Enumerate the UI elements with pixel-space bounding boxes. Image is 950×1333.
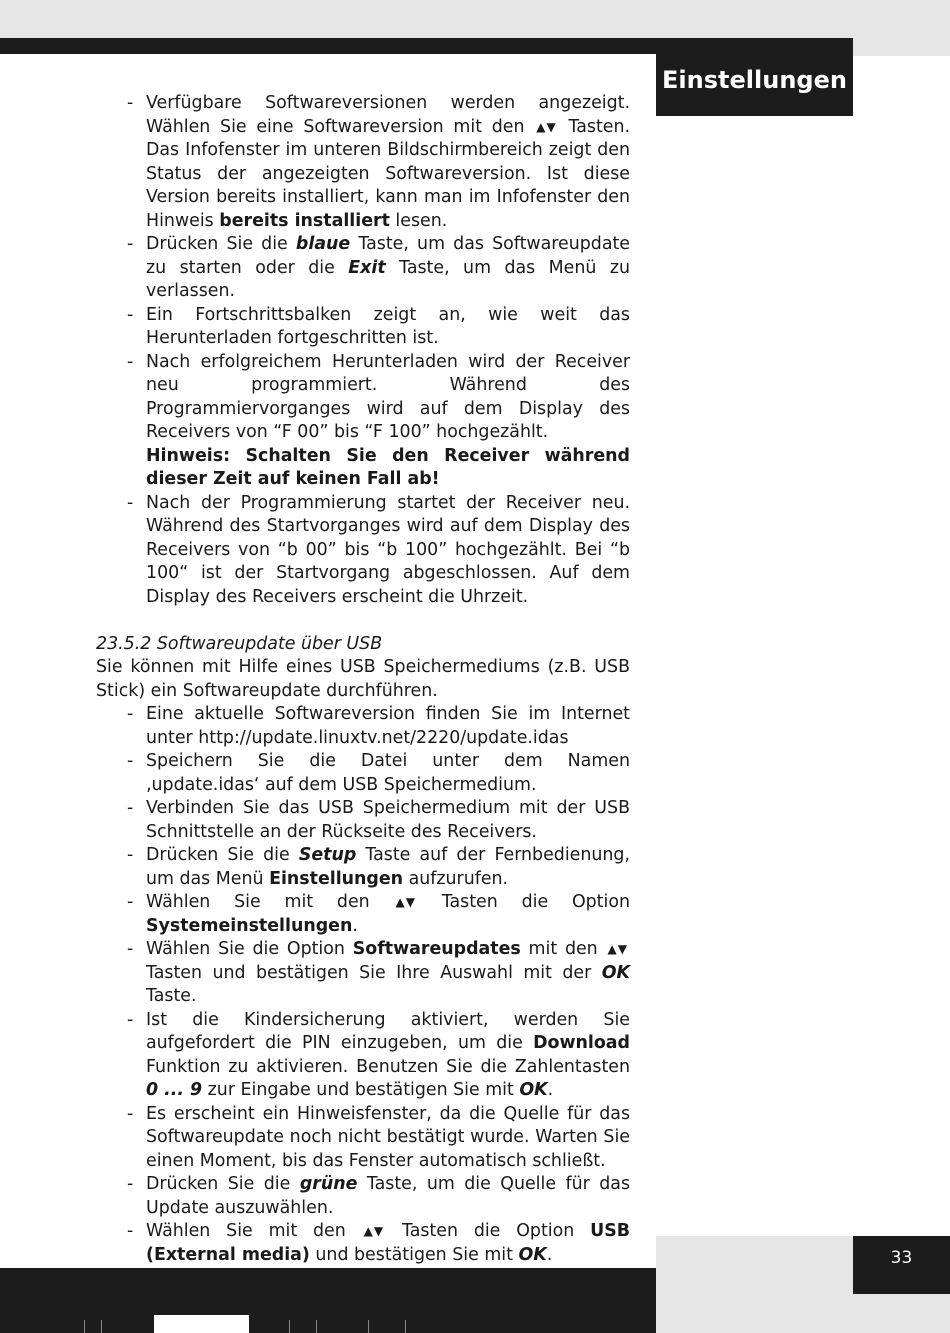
top-header-bar xyxy=(0,38,853,54)
up-down-arrow-icon: ▲▼ xyxy=(363,1224,385,1238)
list-item: - Eine aktuelle Softwareversion finden Sie im Internet unter http://update.linuxtv.net/2220/update.idas xyxy=(127,704,630,748)
list-item: - Drücken Sie die Setup Taste auf der Fernbedienung, um das Menü Einstellungen aufzurufen. xyxy=(127,845,630,889)
list-item: - Ein Fortschrittsbalken zeigt an, wie weit das Herunterladen fortgeschritten ist. xyxy=(127,304,630,348)
warning-note: Hinweis: Schalten Sie den Receiver während dieser Zeit auf keinen Fall ab! xyxy=(146,445,630,489)
up-down-arrow-icon: ▲▼ xyxy=(607,942,628,956)
up-down-arrow-icon: ▲▼ xyxy=(395,895,416,909)
list-item: - Drücken Sie die blaue Taste, um das Softwareupdate zu starten oder die Exit Taste, um das Menü zu verlassen. xyxy=(127,234,631,301)
page-number: 33 xyxy=(853,1236,950,1294)
top-gray-band xyxy=(0,0,950,38)
footer-tick xyxy=(101,1320,102,1333)
list-item: - Nach der Programmierung startet der Receiver neu. Während des Startvorganges wird auf dem Display des Receivers von “b 00” bis “b 100” hochgezählt. Bei “b 100“ ist der Startvorgang abgeschlossen. Auf dem Display des Receivers erscheint die Uhrzeit. xyxy=(127,492,630,607)
list-item: - Wählen Sie mit den ▲▼ Tasten die Option Systemeinstellungen. xyxy=(127,892,630,936)
footer-tick xyxy=(405,1320,406,1333)
footer-white-strip xyxy=(154,1315,249,1333)
footer-tick xyxy=(316,1320,317,1333)
top-gray-corner xyxy=(853,38,950,56)
list-item: - Speichern Sie die Datei unter dem Namen ‚update.idas‘ auf dem USB Speichermedium. xyxy=(127,751,630,795)
list-item: - Wählen Sie mit den ▲▼ Tasten die Option USB (External media) und bestätigen Sie mit OK. xyxy=(127,1221,631,1265)
footer-tick xyxy=(84,1320,85,1333)
footer-tick xyxy=(289,1320,290,1333)
bottom-footer-bar xyxy=(0,1268,656,1333)
list-item: - Verbinden Sie das USB Speichermedium mit der USB Schnittstelle an der Rückseite des Receivers. xyxy=(127,798,630,842)
list-item: - Nach erfolgreichem Herunterladen wird der Receiver neu programmiert. Während des Programmiervorganges wird auf dem Display des Receivers von “F 00” bis “F 100” hochgezählt. xyxy=(127,351,630,442)
list-item: - Es erscheint ein Hinweisfenster, da die Quelle für das Softwareupdate noch nicht bestätigt wurde. Warten Sie einen Moment, bis das Fenster automatisch schließt. xyxy=(127,1103,630,1171)
list-item: - Drücken Sie die grüne Taste, um die Quelle für das Update auszuwählen. xyxy=(127,1174,631,1218)
section-heading: 23.5.2 Softwareupdate über USB xyxy=(96,633,383,654)
list-item: - Wählen Sie die Option Softwareupdates mit den ▲▼ Tasten und bestätigen Sie Ihre Auswahl mit der OK Taste. xyxy=(127,939,631,1006)
footer-tick xyxy=(368,1320,369,1333)
section-intro: Sie können mit Hilfe eines USB Speichermediums (z.B. USB Stick) ein Softwareupdate durchführen. xyxy=(96,657,630,701)
list-item: - Verfügbare Softwareversionen werden angezeigt. Wählen Sie eine Softwareversion mit den ▲▼ Tasten. Das Infofenster im unteren Bildschirmbereich zeigt den Status der angezeigten Softwareversion. Ist diese Version bereits installiert, kann man im Infofenster den Hinweis bereits installiert lesen. xyxy=(127,93,631,231)
list-item: - Ist die Kindersicherung aktiviert, werden Sie aufgefordert die PIN einzugeben, um die Download Funktion zu aktivieren. Benutzen Sie die Zahlentasten 0 ... 9 zur Eingabe und bestätigen Sie mit OK. xyxy=(127,1009,630,1100)
up-down-arrow-icon: ▲▼ xyxy=(536,119,557,134)
page-body xyxy=(96,92,630,1267)
section-tab: Einstellungen xyxy=(656,54,853,116)
